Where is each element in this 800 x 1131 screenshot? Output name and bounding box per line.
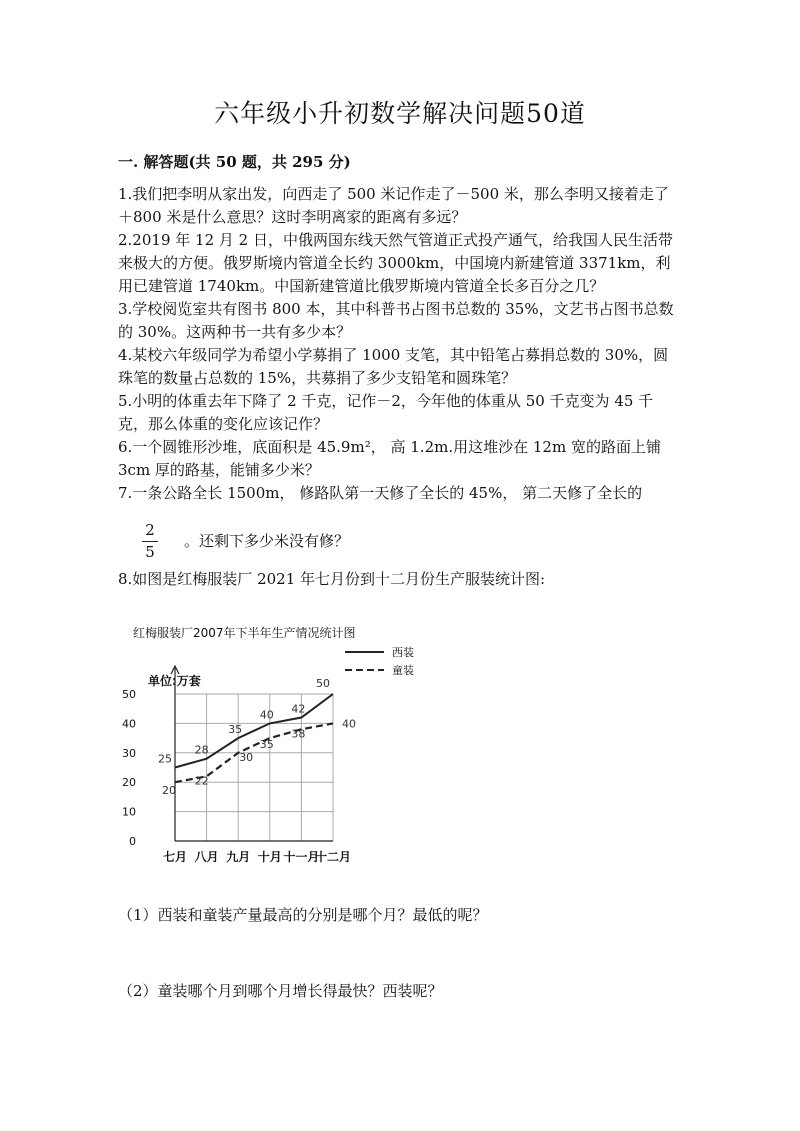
data-label: 38 [291,727,306,741]
problem-1: 1.我们把李明从家出发，向西走了 500 米记作走了－500 米，那么李明又接着走了＋800 米是什么意思？这时李明离家的距离有多远？ [118,185,669,226]
problem-7: 7.一条公路全长 1500m， 修路队第一天修了全长的 45%， 第二天修了全长的 [118,484,643,502]
data-label: 50 [316,677,330,690]
legend-label: 西装 [392,646,414,659]
series-line-childrens-wear [175,723,333,782]
sub-question-1: （1）西装和童装产量最高的分别是哪个月？最低的呢？ [118,906,488,924]
data-label: 22 [194,774,209,788]
sub-question-2: （2）童装哪个月到哪个月增长得最快？西装呢？ [118,982,443,1000]
problem-list [118,183,678,505]
x-tick-label: 九月 [226,850,251,864]
y-tick-label: 0 [129,835,136,848]
x-tick-label: 十二月 [314,850,352,864]
chart-title: 红梅服装厂2007年下半年生产情况统计图 [133,626,356,640]
x-tick-label: 八月 [194,850,219,864]
chart-unit-label: 单位:万套 [148,674,201,688]
x-tick-label: 七月 [162,850,188,864]
problem-7-rest: 。还剩下多少米没有修？ [184,532,350,550]
section-heading: 一. 解答题(共 50 题，共 295 分) [118,153,351,171]
y-tick-label: 20 [122,776,136,790]
data-label: 40 [342,717,356,731]
problem-3: 3.学校阅览室共有图书 800 本，其中科普书占图书总数的 35%，文艺书占图书总数的 30%。这两种书一共有多少本？ [118,300,674,341]
data-label: 20 [162,784,176,798]
data-label: 30 [239,750,254,764]
data-label: 35 [259,738,274,752]
problem-6: 6.一个圆锥形沙堆，底面积是 45.9m²， 高 1.2m.用这堆沙在 12m 宽的路面上铺 3cm 厚的路基，能铺多少米？ [118,438,661,479]
fraction-denominator: 5 [145,543,155,561]
y-axis-arrow [171,666,179,674]
legend-label: 童装 [392,664,414,677]
problem-4: 4.某校六年级同学为希望小学募捐了 1000 支笔，其中铅笔占募捐总数的 30%，圆珠笔的数量占总数的 15%，共募捐了多少支铅笔和圆珠笔？ [118,346,669,387]
problem-2: 2.2019 年 12 月 2 日，中俄两国东线天然气管道正式投产通气，给我国人民生活带来极大的方便。俄罗斯境内管道全长约 3000km，中国境内新建管道 3371km，利用已建管道 1740km。中国新建管道比俄罗斯境内管道全长多百分之几？ [118,231,673,295]
data-label: 35 [228,723,243,737]
data-label: 40 [259,708,274,722]
fraction [142,522,158,561]
x-tick-label: 十月 [257,850,282,864]
data-label: 42 [291,702,306,716]
page-title: 六年级小升初数学解决问题50道 [214,99,586,128]
y-tick-label: 50 [122,688,136,701]
y-tick-label: 10 [122,805,136,819]
series-line-suits [175,694,333,768]
x-tick-label: 十一月 [283,850,320,864]
y-tick-label: 40 [122,717,136,731]
fraction-bar [142,541,158,542]
problem-5: 5.小明的体重去年下降了 2 千克，记作－2，今年他的体重从 50 千克变为 45 千克，那么体重的变化应该记作？ [118,392,654,433]
fraction-numerator: 2 [145,521,155,539]
data-label: 28 [194,743,209,757]
y-tick-label: 30 [122,746,136,760]
problem-8: 8.如图是红梅服装厂 2021 年七月份到十二月份生产服装统计图: [118,570,546,588]
data-label: 25 [158,752,172,766]
